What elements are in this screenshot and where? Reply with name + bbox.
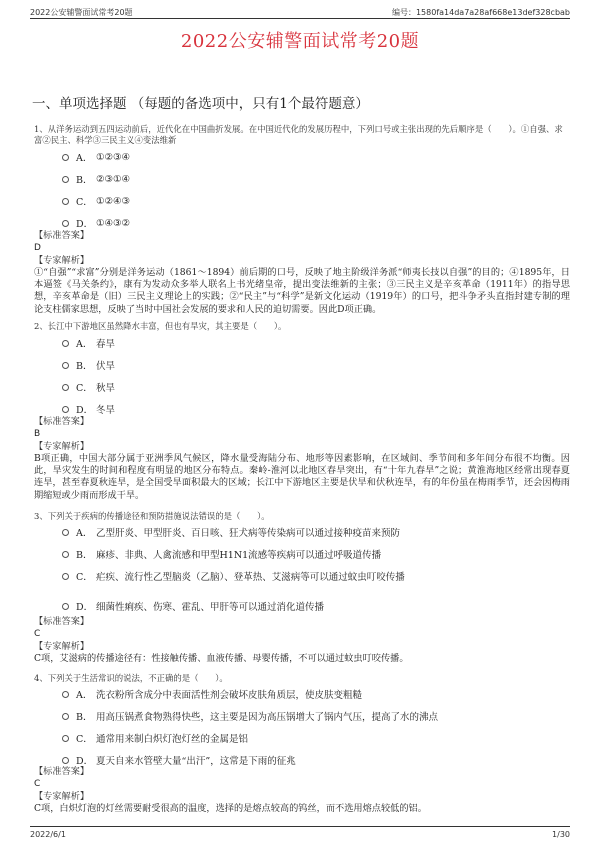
option-letter: B． (76, 175, 93, 186)
answer-label: 【标准答案】 (34, 616, 90, 627)
option-letter: C． (76, 572, 93, 583)
question-4-options (62, 683, 438, 771)
radio-circle-icon[interactable] (62, 362, 69, 369)
radio-circle-icon[interactable] (62, 529, 69, 536)
answer-label: 【标准答案】 (34, 230, 90, 241)
radio-circle-icon[interactable] (62, 757, 69, 764)
radio-circle-icon[interactable] (62, 220, 69, 227)
option-text: ②③①④ (96, 173, 131, 185)
option-text: 细菌性痢疾、伤寒、霍乱、甲肝等可以通过消化道传播 (96, 602, 325, 613)
option-letter: C． (76, 734, 93, 745)
option-text: 夏天自来水管壁大量“出汗”，这常是下雨的征兆 (96, 756, 296, 767)
option-b[interactable] (62, 168, 130, 190)
option-letter: C． (76, 383, 93, 394)
analysis-text: C项，艾滋病的传播途径有：性接触传播、血液传播、母婴传播，不可以通过蚊虫叮咬传播。 (34, 652, 409, 664)
question-3-answer-block (34, 616, 570, 665)
option-c[interactable] (62, 376, 115, 398)
option-c[interactable] (62, 727, 438, 749)
option-d[interactable] (62, 595, 405, 617)
option-letter: D． (76, 405, 94, 416)
radio-circle-icon[interactable] (62, 406, 69, 413)
option-text: 洗衣粉所含成分中表面活性剂会破坏皮肤角质层，使皮肤变粗糙 (96, 690, 363, 701)
option-letter: A． (76, 528, 93, 539)
footer-date: 2022/6/1 (30, 830, 66, 839)
radio-circle-icon[interactable] (62, 691, 69, 698)
option-text: 疟疾、流行性乙型脑炎（乙脑）、登革热、艾滋病等可以通过蚊虫叮咬传播 (96, 572, 405, 583)
analysis-label: 【专家解析】 (34, 790, 90, 802)
answer-value: D (34, 243, 41, 254)
option-b[interactable] (62, 543, 405, 565)
question-1-stem: 1、从洋务运动到五四运动前后，近代化在中国曲折发展。在中国近代化的发展历程中，下列口号或主张出现的先后顺序是（ ）。①自强、求富②民主、科学③三民主义④变法维新 (34, 124, 563, 145)
answer-value: B (34, 429, 41, 440)
option-letter: D． (76, 602, 94, 613)
analysis-text: B项正确，中国大部分属于亚洲季风气候区，降水量受海陆分布、地形等因素影响，在区域间、季节间和多年间分布很不均衡。因此，旱灾发生的时间和程度有明显的地区分布特点。秦岭-淮河以北地区春旱突出，有“十年九春旱”之说；黄淮海地区经常出现春夏连旱，甚至春夏秋连旱，是全国受旱面积最大的区域；长江中下游地区主要是伏旱和伏秋连旱，有的年份虽在梅雨季节，还会因梅雨期缩短或少雨而形成干旱。 (34, 452, 570, 501)
radio-circle-icon[interactable] (62, 154, 69, 161)
option-text: 春旱 (96, 339, 116, 350)
question-4-answer-block (34, 766, 570, 815)
option-letter: A． (76, 690, 93, 701)
option-text: 秋旱 (96, 383, 116, 394)
option-a[interactable] (62, 521, 405, 543)
radio-circle-icon[interactable] (62, 384, 69, 391)
option-letter: A． (76, 153, 93, 164)
answer-value: C (34, 629, 41, 640)
option-a[interactable] (62, 146, 130, 168)
radio-circle-icon[interactable] (62, 573, 69, 580)
answer-label: 【标准答案】 (34, 766, 90, 777)
option-text: 用高压锅煮食物熟得快些，这主要是因为高压锅增大了锅内气压，提高了水的沸点 (96, 712, 439, 723)
page-number: 1/30 (552, 830, 570, 839)
header-doc-id (392, 7, 570, 18)
option-letter: B． (76, 550, 93, 561)
option-letter: B． (76, 361, 93, 372)
option-b[interactable] (62, 354, 115, 376)
option-letter: C． (76, 197, 93, 208)
question-2-stem: 2、长江中下游地区虽然降水丰富，但也有旱灾，其主要是（ ）。 (34, 321, 287, 331)
option-letter: A． (76, 339, 93, 350)
option-b[interactable] (62, 705, 438, 727)
radio-circle-icon[interactable] (62, 176, 69, 183)
option-text: ①②④③ (96, 195, 131, 207)
question-4-stem: 4、下列关于生活常识的说法，不正确的是（ ）。 (34, 673, 228, 683)
analysis-label: 【专家解析】 (34, 640, 90, 652)
page-footer (30, 826, 570, 840)
question-3-stem: 3、下列关于疾病的传播途径和预防措施说法错误的是（ ）。 (34, 511, 270, 521)
question-1-answer-block (34, 230, 570, 316)
analysis-text: C项，白炽灯泡的灯丝需要耐受很高的温度，选择的是熔点较高的钨丝，而不选用熔点较低的铝。 (34, 802, 427, 814)
option-c[interactable] (62, 565, 405, 587)
header-id-label: 编号： (391, 8, 416, 17)
option-text: ①④③② (96, 217, 131, 229)
option-text: 伏旱 (96, 361, 116, 372)
section-heading: 一、单项选择题 （每题的备选项中，只有1个最符题意） (32, 96, 369, 112)
radio-circle-icon[interactable] (62, 198, 69, 205)
question-1-options (62, 146, 130, 234)
radio-circle-icon[interactable] (62, 735, 69, 742)
header-doc-title: 2022公安辅警面试常考20题 (30, 8, 133, 17)
analysis-label: 【专家解析】 (34, 440, 90, 452)
radio-circle-icon[interactable] (62, 551, 69, 558)
option-text: 麻疹、非典、人禽流感和甲型H1N1流感等疾病可以通过呼吸道传播 (96, 550, 382, 561)
option-a[interactable] (62, 332, 115, 354)
page-header (30, 5, 570, 19)
radio-circle-icon[interactable] (62, 340, 69, 347)
header-id-code: 1580fa14da7a28af668e13def328cbab (415, 8, 570, 17)
analysis-label: 【专家解析】 (34, 254, 90, 266)
option-letter: D． (76, 219, 94, 230)
option-text: 冬旱 (96, 405, 116, 416)
question-2-options (62, 332, 115, 420)
option-letter: B． (76, 712, 93, 723)
question-3-options (62, 521, 405, 617)
radio-circle-icon[interactable] (62, 713, 69, 720)
option-a[interactable] (62, 683, 438, 705)
answer-value: C (34, 779, 41, 790)
answer-label: 【标准答案】 (34, 416, 90, 427)
option-c[interactable] (62, 190, 130, 212)
page-title: 2022公安辅警面试常考20题 (180, 31, 420, 52)
analysis-text: ①“自强”“求富”分别是洋务运动（1861～1894）前后期的口号，反映了地主阶级洋务派“师夷长技以自强”的目的；④1895年，日本逼签《马关条约》，康有为发动众多举人联名上书光绪皇帝，提出变法维新的主张；③三民主义是辛亥革命（1911年）的指导思想，辛亥革命是（旧）三民主义理论上的实践；②“民主”与“科学”是新文化运动（1919年）的口号，把斗争矛头直指封建专制的理论支柱儒家思想，反映了当时中国社会发展的要求和人民的迫切需要。因此D项正确。 (34, 266, 570, 315)
option-text: ①②③④ (96, 151, 131, 163)
option-letter: D． (76, 756, 94, 767)
option-text: 通常用来制白炽灯泡灯丝的金属是铝 (96, 734, 249, 745)
radio-circle-icon[interactable] (62, 603, 69, 610)
option-text: 乙型肝炎、甲型肝炎、百日咳、狂犬病等传染病可以通过接种疫苗来预防 (96, 528, 401, 539)
question-2-answer-block (34, 416, 570, 502)
